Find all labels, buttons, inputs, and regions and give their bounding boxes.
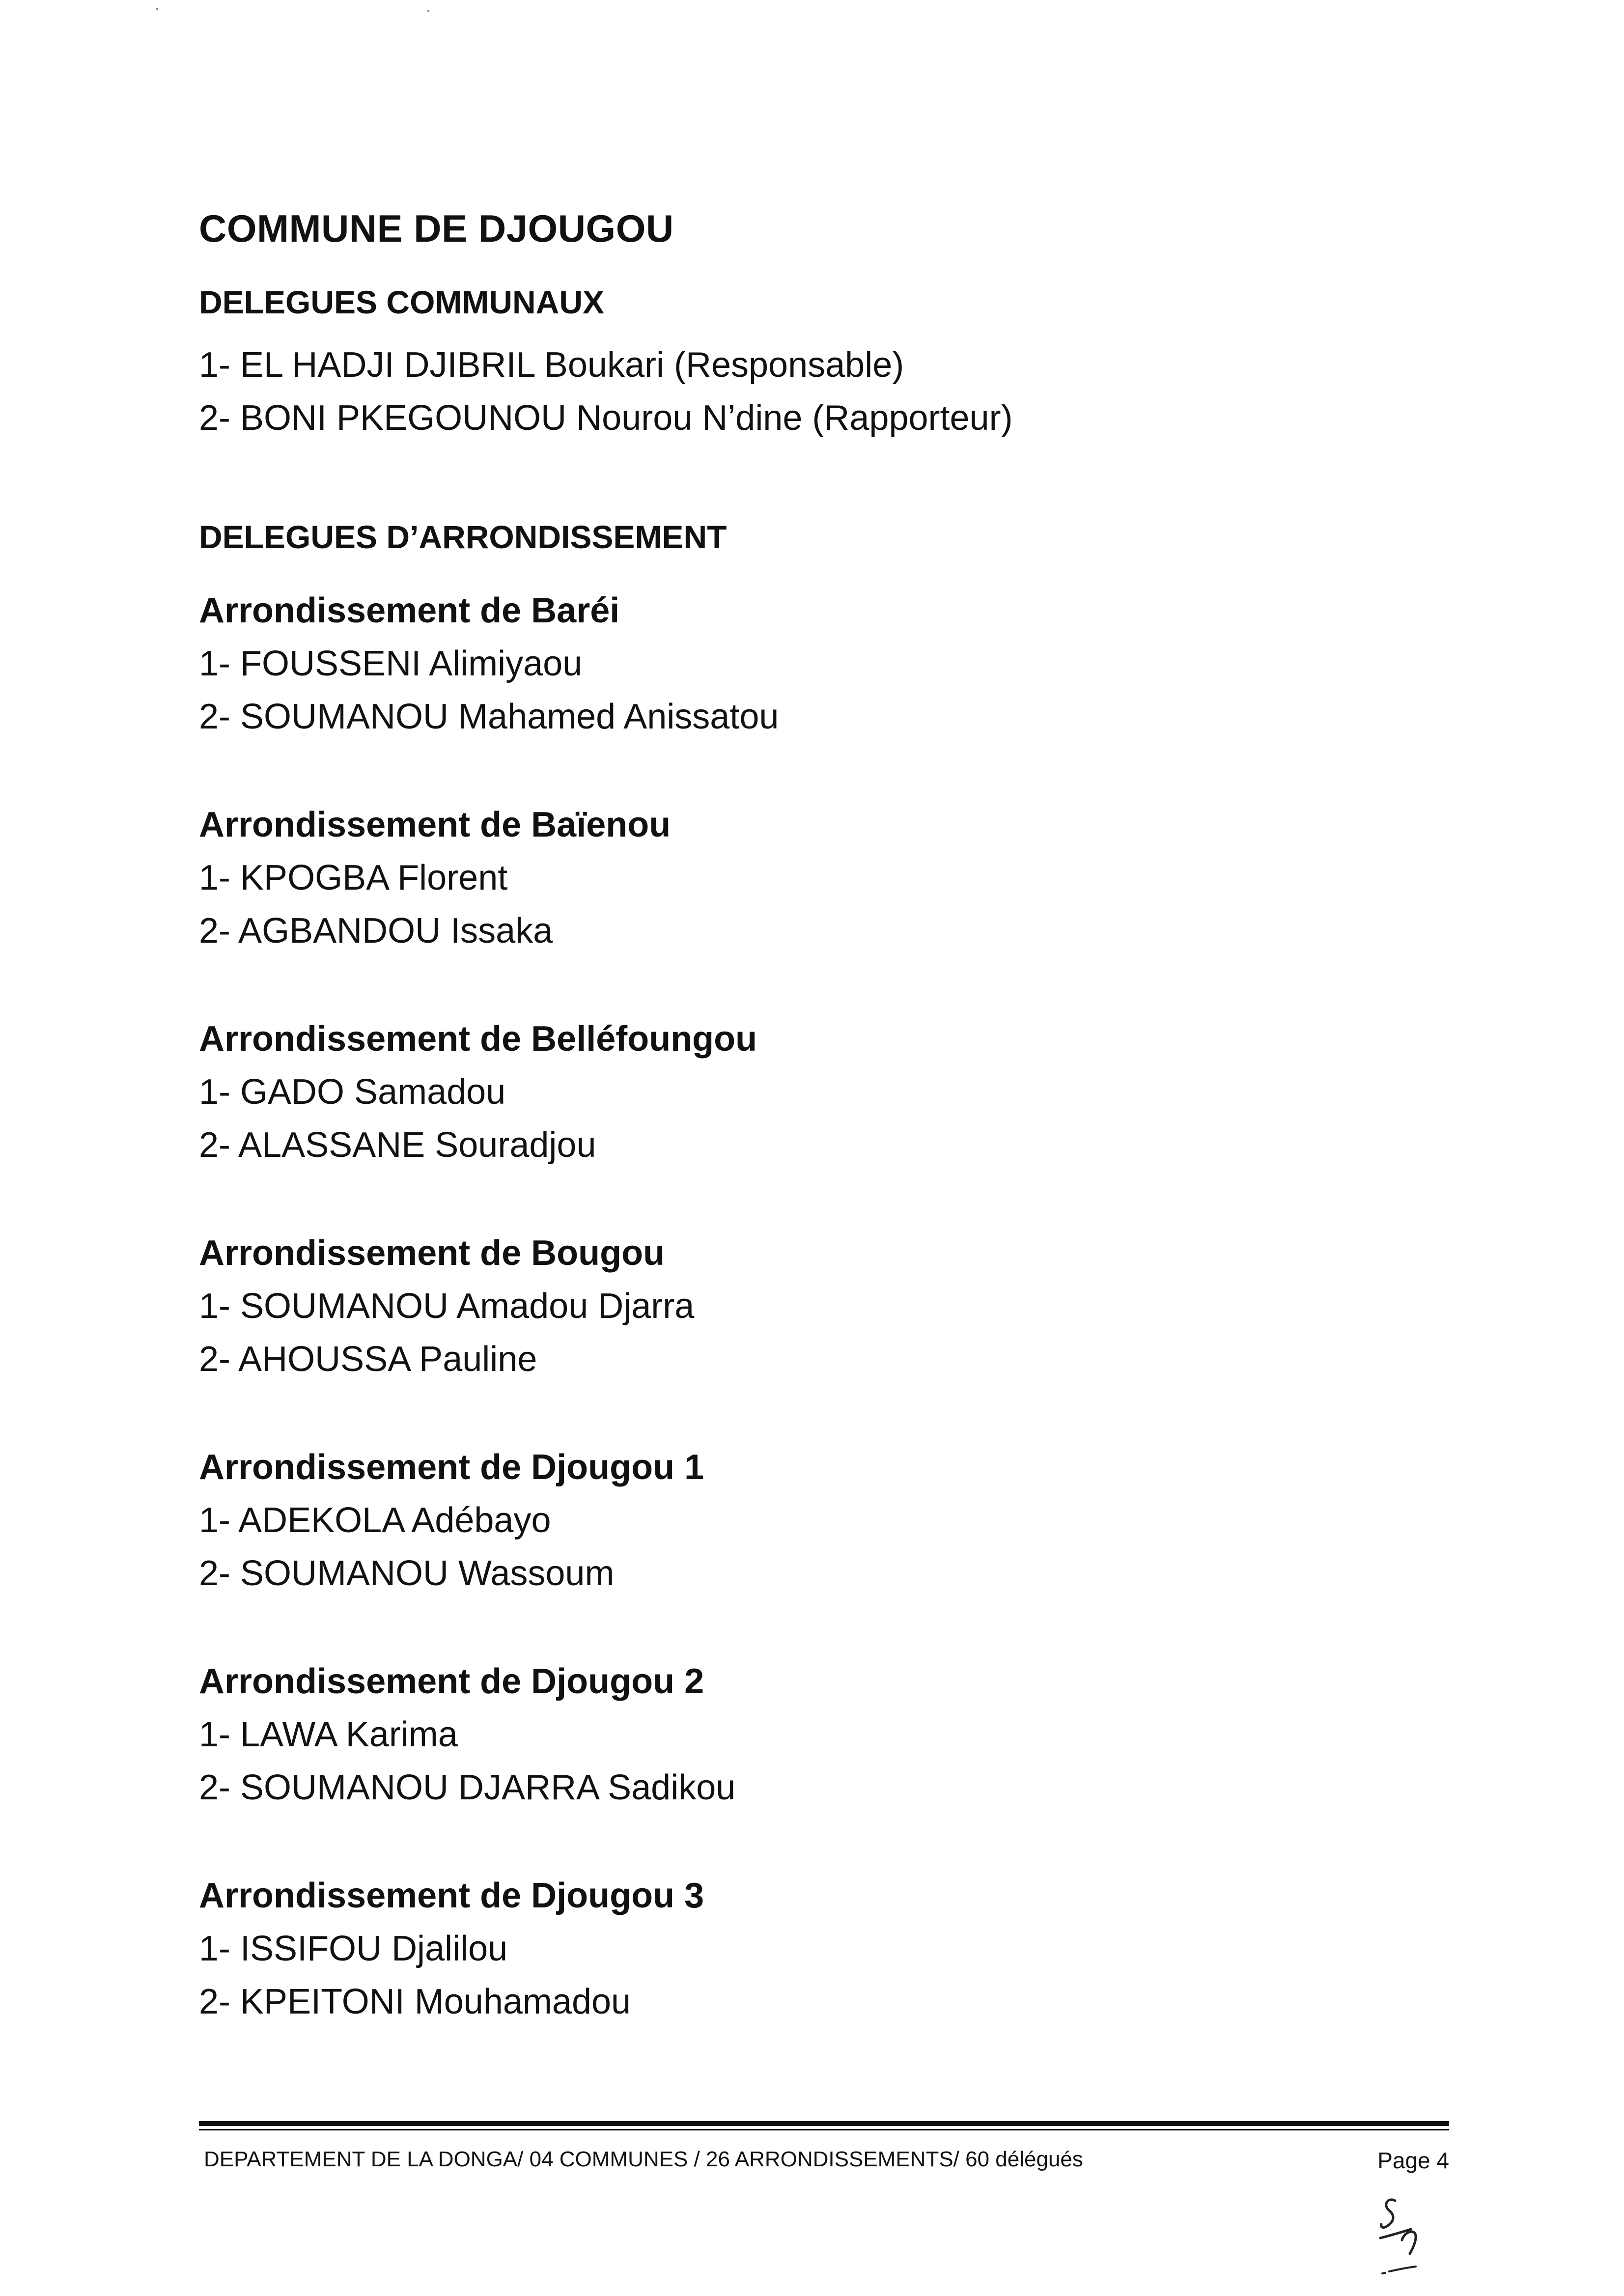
- district-members: [199, 1065, 1476, 1172]
- handwritten-initials-icon: [1361, 2180, 1439, 2283]
- footer-divider: [199, 2129, 1449, 2130]
- list-item: 2- SOUMANOU Wassoum: [199, 1554, 615, 1593]
- list-item: 2- SOUMANOU Mahamed Anissatou: [199, 697, 779, 736]
- document-body: [199, 206, 1476, 2083]
- footer-text: DEPARTEMENT DE LA DONGA/ 04 COMMUNES / 26 ARRONDISSEMENTS/ 60 délégués: [204, 2147, 1083, 2171]
- district-block-bellefoungou: [199, 1012, 1476, 1172]
- list-item: 1- KPOGBA Florent: [199, 858, 508, 897]
- district-title: Arrondissement de Baréi: [199, 591, 620, 630]
- list-item: 2- AGBANDOU Issaka: [199, 911, 553, 951]
- district-block-djougou-3: [199, 1869, 1476, 2028]
- communal-delegates-heading: DELEGUES COMMUNAUX: [199, 284, 605, 320]
- list-item: 1- EL HADJI DJIBRIL Boukari (Responsable): [199, 345, 904, 385]
- district-title: Arrondissement de Djougou 1: [199, 1448, 704, 1487]
- district-delegates-section: [199, 518, 1476, 2028]
- communal-delegates-list: [199, 338, 1476, 445]
- list-item: 2- AHOUSSA Pauline: [199, 1340, 537, 1379]
- list-item: 1- SOUMANOU Amadou Djarra: [199, 1287, 695, 1326]
- list-item: 1- ADEKOLA Adébayo: [199, 1501, 551, 1540]
- district-block-baienou: [199, 798, 1476, 957]
- district-members: [199, 1708, 1476, 1814]
- footer-row: [199, 2147, 1449, 2182]
- district-title: Arrondissement de Djougou 3: [199, 1876, 704, 1915]
- district-members: [199, 851, 1476, 957]
- communal-delegates-section: [199, 283, 1476, 445]
- district-block-bougou: [199, 1227, 1476, 1386]
- list-item: 2- KPEITONI Mouhamadou: [199, 1982, 631, 2021]
- scan-speck: [156, 8, 158, 10]
- list-item: 1- FOUSSENI Alimiyaou: [199, 644, 583, 683]
- list-item: 2- SOUMANOU DJARRA Sadikou: [199, 1768, 736, 1807]
- page-footer: [199, 2121, 1449, 2182]
- district-members: [199, 1922, 1476, 2028]
- page-number: Page 4: [1377, 2148, 1449, 2173]
- list-item: 2- ALASSANE Souradjou: [199, 1125, 596, 1165]
- district-members: [199, 1280, 1476, 1386]
- district-title: Arrondissement de Belléfoungou: [199, 1019, 757, 1059]
- scan-speck: [427, 10, 429, 12]
- district-delegates-heading: DELEGUES D’ARRONDISSEMENT: [199, 519, 727, 555]
- district-block-djougou-1: [199, 1441, 1476, 1600]
- district-members: [199, 1494, 1476, 1600]
- list-item: 2- BONI PKEGOUNOU Nourou N’dine (Rapporteur): [199, 398, 1013, 438]
- list-item: 1- GADO Samadou: [199, 1072, 506, 1112]
- footer-divider: [199, 2121, 1449, 2126]
- district-title: Arrondissement de Djougou 2: [199, 1662, 704, 1701]
- district-block-barei: [199, 584, 1476, 743]
- district-title: Arrondissement de Bougou: [199, 1233, 665, 1273]
- list-item: 1- LAWA Karima: [199, 1715, 458, 1754]
- document-title: COMMUNE DE DJOUGOU: [199, 207, 674, 250]
- district-block-djougou-2: [199, 1655, 1476, 1814]
- list-item: 1- ISSIFOU Djalilou: [199, 1929, 508, 1968]
- district-title: Arrondissement de Baïenou: [199, 805, 671, 844]
- district-members: [199, 637, 1476, 743]
